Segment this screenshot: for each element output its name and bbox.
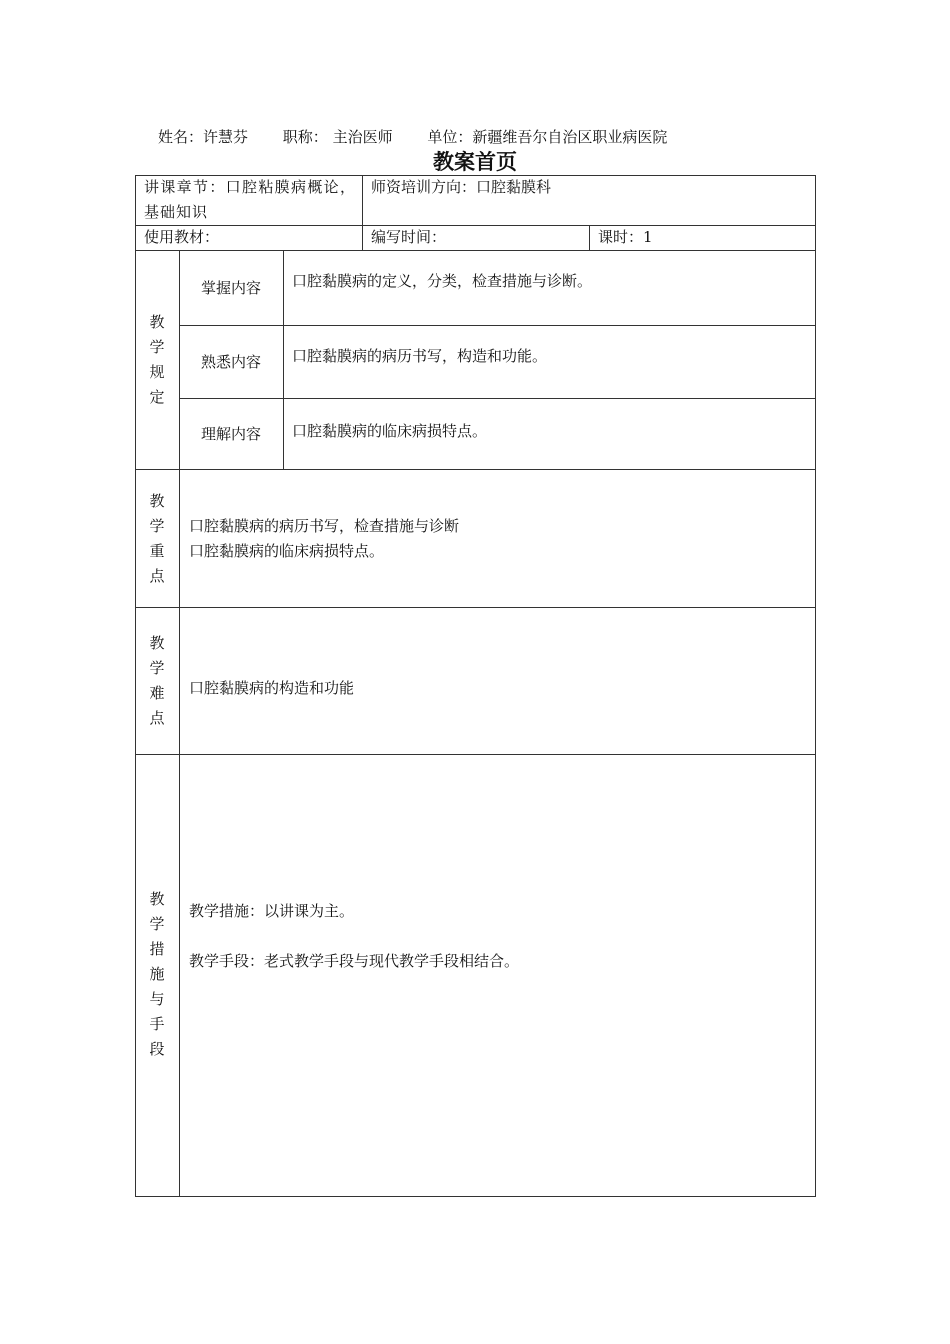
label-char: 教 (149, 313, 165, 331)
chapter-text: 讲课章节：口腔粘膜病概论，基础知识 (144, 178, 356, 221)
label-char: 点 (149, 709, 165, 727)
direction-text: 师资培训方向：口腔黏膜科 (371, 178, 552, 196)
label-char: 点 (149, 567, 165, 585)
teaching-means: 教学手段：老式教学手段与现代教学手段相结合。 (189, 952, 520, 970)
label-char: 施 (149, 965, 165, 983)
label-char: 手 (149, 1015, 165, 1033)
difficulties-content: 口腔黏膜病的构造和功能 (189, 679, 355, 697)
label-char: 学 (149, 517, 165, 535)
label-char: 学 (149, 915, 165, 933)
label-char: 规 (149, 363, 165, 381)
hours-cell (598, 225, 810, 250)
teaching-measure: 教学措施：以讲课为主。 (189, 902, 355, 920)
label-char: 教 (149, 634, 165, 652)
requirement-level: 熟悉内容 (200, 353, 261, 371)
methods-label (135, 887, 179, 1062)
requirement-content: 口腔黏膜病的临床病损特点。 (292, 422, 488, 440)
chapter-cell (144, 175, 356, 225)
write-time-cell (371, 225, 583, 250)
author-title: 职称： 主治医师 (282, 128, 393, 146)
author-header (158, 126, 697, 147)
label-char: 学 (149, 338, 165, 356)
label-char: 与 (149, 990, 165, 1008)
requirement-level: 理解内容 (200, 425, 261, 443)
direction-cell (371, 175, 811, 200)
key-point-line: 口腔黏膜病的病历书写，检查措施与诊断 (189, 517, 460, 535)
key-points-label (135, 489, 179, 589)
write-time-text: 编写时间： (371, 228, 447, 246)
key-point-line: 口腔黏膜病的临床病损特点。 (189, 542, 385, 560)
requirement-content: 口腔黏膜病的病历书写，构造和功能。 (292, 347, 548, 365)
document-title: 教案首页 (433, 150, 517, 174)
textbook-text: 使用教材： (144, 228, 220, 246)
author-name: 姓名：许慧芬 (158, 128, 249, 146)
label-char: 定 (149, 388, 165, 406)
textbook-cell (144, 225, 356, 250)
label-char: 学 (149, 659, 165, 677)
difficulties-label (135, 631, 179, 731)
label-char: 重 (149, 542, 165, 560)
requirements-label (135, 310, 179, 410)
label-char: 教 (149, 890, 165, 908)
author-unit: 单位：新疆维吾尔自治区职业病医院 (427, 128, 668, 146)
key-points-content (189, 514, 804, 564)
hours-text: 课时：1 (598, 228, 653, 246)
label-char: 段 (149, 1040, 165, 1058)
requirement-content: 口腔黏膜病的定义，分类，检查措施与诊断。 (292, 272, 593, 290)
label-char: 措 (149, 940, 165, 958)
label-char: 教 (149, 492, 165, 510)
label-char: 难 (149, 684, 165, 702)
requirement-level: 掌握内容 (200, 279, 261, 297)
